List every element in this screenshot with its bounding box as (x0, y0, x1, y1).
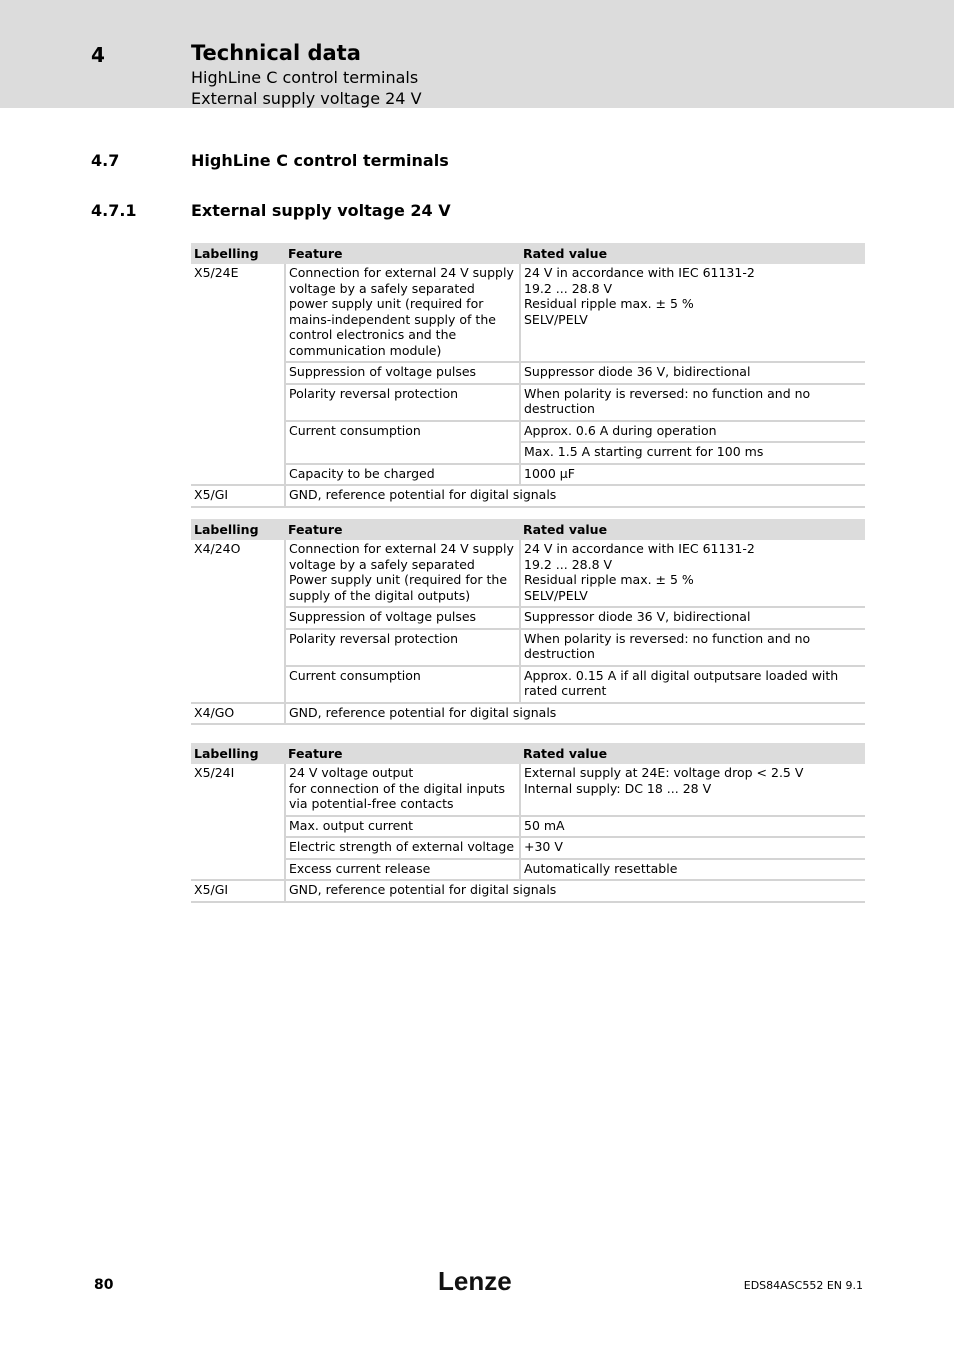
feature-cell: Suppression of voltage pulses (285, 607, 520, 629)
label-cell: X4/GO (191, 703, 285, 725)
column-header: Rated value (520, 243, 865, 264)
value-cell: GND, reference potential for digital signals (285, 703, 865, 725)
table-row (191, 384, 865, 421)
label-cell: X4/24O (191, 540, 285, 703)
brand-text: Lenze (438, 1266, 512, 1296)
header-subtitle-1: HighLine C control terminals (191, 68, 419, 87)
table-row (191, 880, 865, 902)
column-header: Feature (285, 743, 520, 764)
value-line: 24 V in accordance with IEC 61131-2 (524, 265, 755, 280)
value-cell: Max. 1.5 A starting current for 100 ms (520, 442, 865, 464)
column-header: Feature (285, 519, 520, 540)
column-header: Rated value (520, 519, 865, 540)
value-line: 19.2 ... 28.8 V (524, 556, 613, 572)
feature-cell: Excess current release (285, 859, 520, 881)
feature-cell: Electric strength of external voltage (285, 837, 520, 859)
table-row (191, 764, 865, 816)
spec-table-x4-24o (191, 519, 865, 725)
subsection-number: 4.7.1 (91, 201, 137, 220)
chapter-title: Technical data (191, 41, 361, 65)
subsection-title: External supply voltage 24 V (191, 201, 451, 220)
lenze-logo-mark (437, 1264, 517, 1298)
table-row (191, 264, 865, 362)
table-row (191, 666, 865, 703)
label-cell: X5/24I (191, 764, 285, 880)
feature-line: for connection of the digital inputs via potential-free contacts (289, 780, 506, 811)
table-row (191, 362, 865, 384)
value-line: 24 V in accordance with IEC 61131-2 (524, 541, 755, 556)
value-line: 19.2 ... 28.8 V (524, 280, 613, 296)
column-header: Labelling (191, 743, 285, 764)
table-row (191, 859, 865, 881)
value-cell (520, 540, 865, 607)
feature-cell: Connection for external 24 V supply voltage by a safely separated power supply unit (required for mains-independent supply of the control electronics and the communication module) (285, 264, 520, 362)
feature-cell: Polarity reversal protection (285, 629, 520, 666)
section-title: HighLine C control terminals (191, 151, 449, 170)
value-cell: GND, reference potential for digital signals (285, 880, 865, 902)
feature-cell: Polarity reversal protection (285, 384, 520, 421)
table-header-row (191, 743, 865, 764)
feature-cell: Current consumption (285, 421, 520, 464)
table-row (191, 485, 865, 507)
column-header: Rated value (520, 743, 865, 764)
feature-cell: Max. output current (285, 816, 520, 838)
section-number: 4.7 (91, 151, 120, 170)
value-cell: Approx. 0.6 A during operation (520, 421, 865, 443)
column-header: Labelling (191, 519, 285, 540)
table-header-row (191, 519, 865, 540)
value-cell (520, 264, 865, 362)
value-cell: 1000 μF (520, 464, 865, 486)
value-cell (520, 764, 865, 816)
value-cell: Suppressor diode 36 V, bidirectional (520, 362, 865, 384)
header-subtitle-2: External supply voltage 24 V (191, 89, 422, 108)
column-header: Feature (285, 243, 520, 264)
table-row (191, 629, 865, 666)
value-cell: GND, reference potential for digital signals (285, 485, 865, 507)
label-cell: X5/GI (191, 485, 285, 507)
value-cell: When polarity is reversed: no function and no destruction (520, 629, 865, 666)
value-cell: +30 V (520, 837, 865, 859)
table-row (191, 837, 865, 859)
feature-line: Power supply unit (required for the supply of the digital outputs) (289, 572, 508, 603)
table-row (191, 816, 865, 838)
value-line: External supply at 24E: voltage drop < 2.5 V (524, 765, 804, 780)
value-cell: Automatically resettable (520, 859, 865, 881)
document-id: EDS84ASC552 EN 9.1 (743, 1279, 863, 1292)
table-row (191, 607, 865, 629)
value-line: Residual ripple max. ± 5 % (524, 296, 694, 311)
column-header: Labelling (191, 243, 285, 264)
value-cell: Approx. 0.15 A if all digital outputsare loaded with rated current (520, 666, 865, 703)
table-row (191, 703, 865, 725)
feature-line: 24 V voltage output (289, 765, 414, 780)
feature-cell (285, 540, 520, 607)
value-cell: Suppressor diode 36 V, bidirectional (520, 607, 865, 629)
feature-cell (285, 764, 520, 816)
table-header-row (191, 243, 865, 264)
table-row (191, 421, 865, 443)
page-number: 80 (94, 1277, 114, 1293)
feature-cell: Capacity to be charged (285, 464, 520, 486)
table-row (191, 540, 865, 607)
label-cell: X5/24E (191, 264, 285, 485)
spec-table-x5-24e (191, 243, 865, 508)
spec-table-x5-24i (191, 743, 865, 903)
value-line: Internal supply: DC 18 ... 28 V (524, 780, 712, 796)
feature-cell: Current consumption (285, 666, 520, 703)
value-line: SELV/PELV (524, 587, 588, 603)
label-cell: X5/GI (191, 880, 285, 902)
value-cell: When polarity is reversed: no function and no destruction (520, 384, 865, 421)
value-cell: 50 mA (520, 816, 865, 838)
table-row (191, 464, 865, 486)
lenze-logo (437, 1264, 517, 1302)
chapter-number: 4 (91, 43, 105, 67)
value-line: Residual ripple max. ± 5 % (524, 572, 694, 587)
header-band (0, 0, 954, 108)
value-line: SELV/PELV (524, 311, 588, 327)
feature-line: Connection for external 24 V supply voltage by a safely separated (289, 541, 514, 572)
feature-cell: Suppression of voltage pulses (285, 362, 520, 384)
